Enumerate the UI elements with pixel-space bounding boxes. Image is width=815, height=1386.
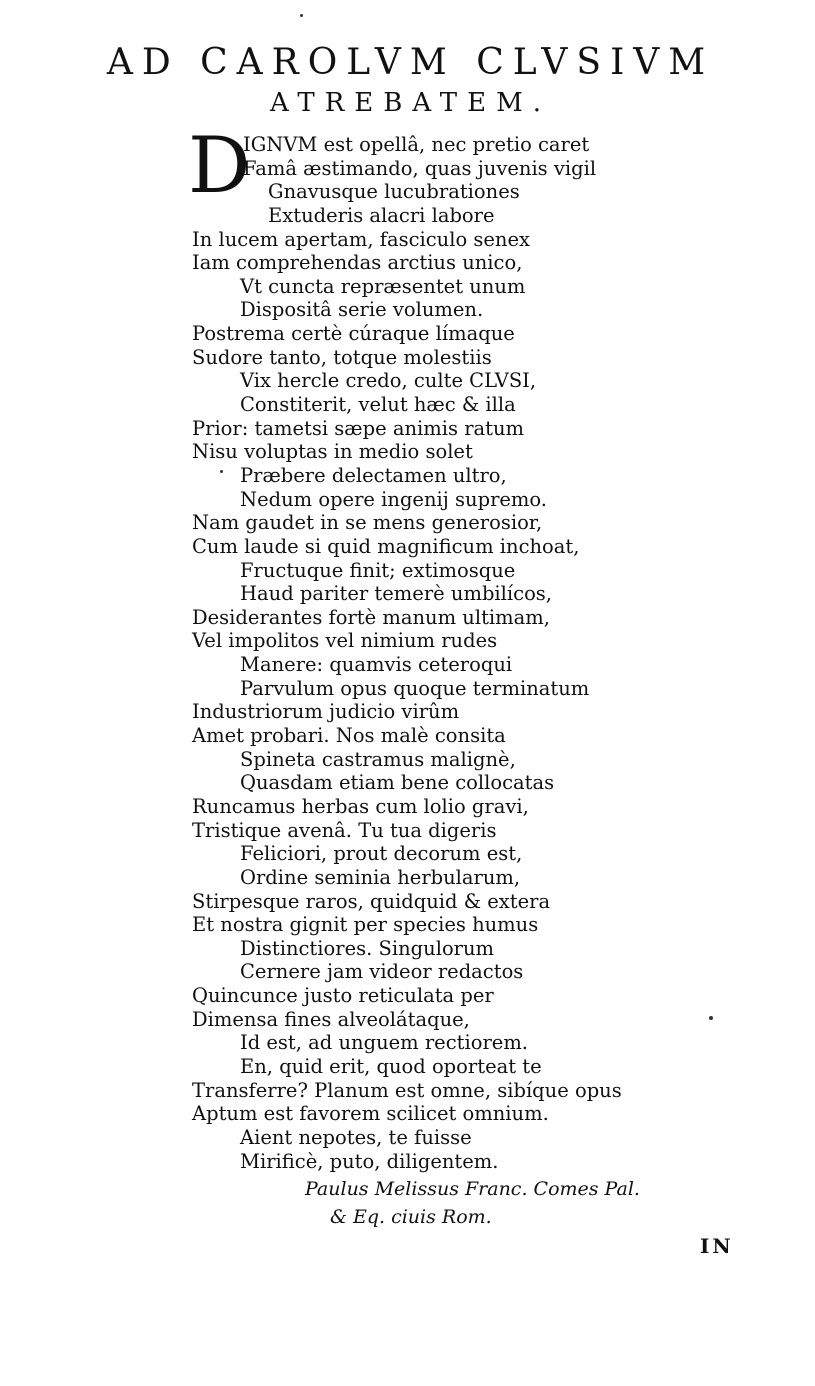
poem-line	[0, 440, 815, 464]
poem-line	[0, 866, 815, 890]
poem-line	[0, 842, 815, 866]
poem-line-text: In lucem apertam, fasciculo senex	[192, 227, 531, 251]
page-title: AD CAROLVM CLVSIVM	[106, 42, 715, 83]
poem-line-text: Tristique avenâ. Tu tua digeris	[192, 818, 497, 842]
poem-line	[0, 984, 815, 1008]
poem-line-text: Gnavusque lucubrationes	[268, 180, 520, 204]
poem-line	[0, 937, 815, 961]
poem-line	[0, 298, 815, 322]
poem-line	[0, 535, 815, 559]
poem-line-text: Constiterit, velut hæc & illa	[240, 393, 516, 417]
poem-line	[0, 677, 815, 701]
poem-line	[0, 275, 815, 299]
poem-line	[0, 251, 815, 275]
poem-line-text: Cum laude si quid magnificum inchoat,	[192, 534, 580, 558]
poem-line	[0, 960, 815, 984]
poem-line-text: Nedum opere ingenij supremo.	[240, 487, 548, 511]
poem-line	[0, 819, 815, 843]
catchword: IN	[700, 1234, 734, 1258]
poem-line	[0, 180, 815, 204]
poem-line	[0, 629, 815, 653]
poem-line	[0, 204, 815, 228]
poem-line-text: Dimensa fines alveolátaque,	[192, 1007, 470, 1031]
poem-line-text: Manere: quamvis ceteroqui	[240, 653, 513, 677]
drop-cap-initial: D	[188, 121, 251, 211]
poem-line-text: Feliciori, prout decorum est,	[240, 842, 523, 866]
poem-line	[0, 559, 815, 583]
poem-line-text: IGNVM est opellâ, nec pretio caret	[243, 133, 590, 156]
poem-line	[0, 582, 815, 606]
poem-line	[0, 488, 815, 512]
poem-line-text: Dispositâ serie volumen.	[240, 298, 484, 322]
poem-line-text: Quincunce justo reticulata per	[192, 984, 494, 1008]
poem-line-text: En, quid erit, quod oporteat te	[240, 1054, 542, 1078]
poem-line	[0, 606, 815, 630]
poem-line-text: Vel impolitos vel nimium rudes	[192, 629, 498, 653]
poem-line-text: Stirpesque raros, quidquid & extera	[192, 889, 551, 913]
ink-speck	[300, 14, 303, 17]
poem-line	[0, 511, 815, 535]
poem-line-text: Aient nepotes, te fuisse	[240, 1125, 472, 1149]
poem-line-text: Sudore tanto, totque molestiis	[192, 345, 492, 369]
poem-line-text: Famâ æstimando, quas juvenis vigil	[243, 156, 597, 180]
poem-line-text: Runcamus herbas cum lolio gravi,	[192, 794, 529, 818]
poem-line	[0, 1079, 815, 1103]
poem-line-text: Distinctiores. Singulorum	[240, 936, 495, 960]
poem-line-text: Vix hercle credo, culte CLVSI,	[240, 369, 537, 393]
poem-line-text: Postrema certè cúraque límaque	[192, 322, 515, 346]
poem-line	[0, 1102, 815, 1126]
signature-title: & Eq. ciuis Rom.	[330, 1206, 492, 1228]
poem-line	[0, 369, 815, 393]
poem-line-text: Extuderis alacri labore	[268, 203, 495, 227]
poem-line	[0, 1055, 815, 1079]
poem-line-text: Nisu voluptas in medio solet	[192, 440, 473, 464]
poem-line-text: Transferre? Planum est omne, sibíque opus	[192, 1078, 622, 1102]
page-subtitle: ATREBATEM.	[270, 88, 551, 118]
poem-line-text: Mirificè, puto, diligentem.	[240, 1149, 499, 1173]
poem-line-text: Prior: tametsi sæpe animis ratum	[192, 416, 525, 440]
poem-line-text: Et nostra gignit per species humus	[192, 913, 539, 937]
poem-line	[0, 724, 815, 748]
poem-line-text: Amet probari. Nos malè consita	[192, 724, 506, 748]
poem-line-text: Parvulum opus quoque terminatum	[240, 676, 590, 700]
poem-body	[0, 133, 815, 1173]
poem-line-text: Aptum est favorem scilicet omnium.	[192, 1102, 549, 1126]
poem-line	[0, 890, 815, 914]
poem-line-text: Industriorum judicio virûm	[192, 700, 460, 724]
poem-line	[0, 228, 815, 252]
poem-line	[0, 464, 815, 488]
poem-line	[0, 700, 815, 724]
poem-line	[0, 795, 815, 819]
poem-line	[0, 1126, 815, 1150]
poem-line-text: Quasdam etiam bene collocatas	[240, 771, 555, 795]
poem-line-text: Iam comprehendas arctius unico,	[192, 251, 523, 275]
poem-line-text: Vt cuncta repræsentet unum	[240, 274, 526, 298]
poem-line-text: Præbere delectamen ultro,	[240, 463, 507, 487]
poem-line	[0, 771, 815, 795]
poem-line-text: Fructuque finit; extimosque	[240, 558, 516, 582]
poem-line-text: Desiderantes fortè manum ultimam,	[192, 605, 550, 629]
poem-line	[0, 393, 815, 417]
poem-line-text: Nam gaudet in se mens generosior,	[192, 511, 543, 535]
poem-line-text: Ordine seminia herbularum,	[240, 865, 521, 889]
ink-speck	[709, 1016, 713, 1020]
poem-line	[0, 1150, 815, 1174]
poem-line	[0, 913, 815, 937]
poem-line	[0, 417, 815, 441]
poem-line	[0, 1031, 815, 1055]
poem-line-text: Id est, ad unguem rectiorem.	[240, 1031, 529, 1055]
poem-line	[0, 322, 815, 346]
poem-line-text: Cernere jam videor redactos	[240, 960, 524, 984]
ink-speck	[220, 470, 223, 473]
poem-line-text: Spineta castramus malignè,	[240, 747, 516, 771]
poem-line	[0, 157, 815, 181]
poem-line	[0, 1008, 815, 1032]
poem-line-text: Haud pariter temerè umbilícos,	[240, 582, 553, 606]
poem-line	[0, 748, 815, 772]
poem-line	[0, 653, 815, 677]
poem-line	[0, 133, 815, 157]
signature-author: Paulus Melissus Franc. Comes Pal.	[305, 1178, 640, 1200]
poem-line	[0, 346, 815, 370]
